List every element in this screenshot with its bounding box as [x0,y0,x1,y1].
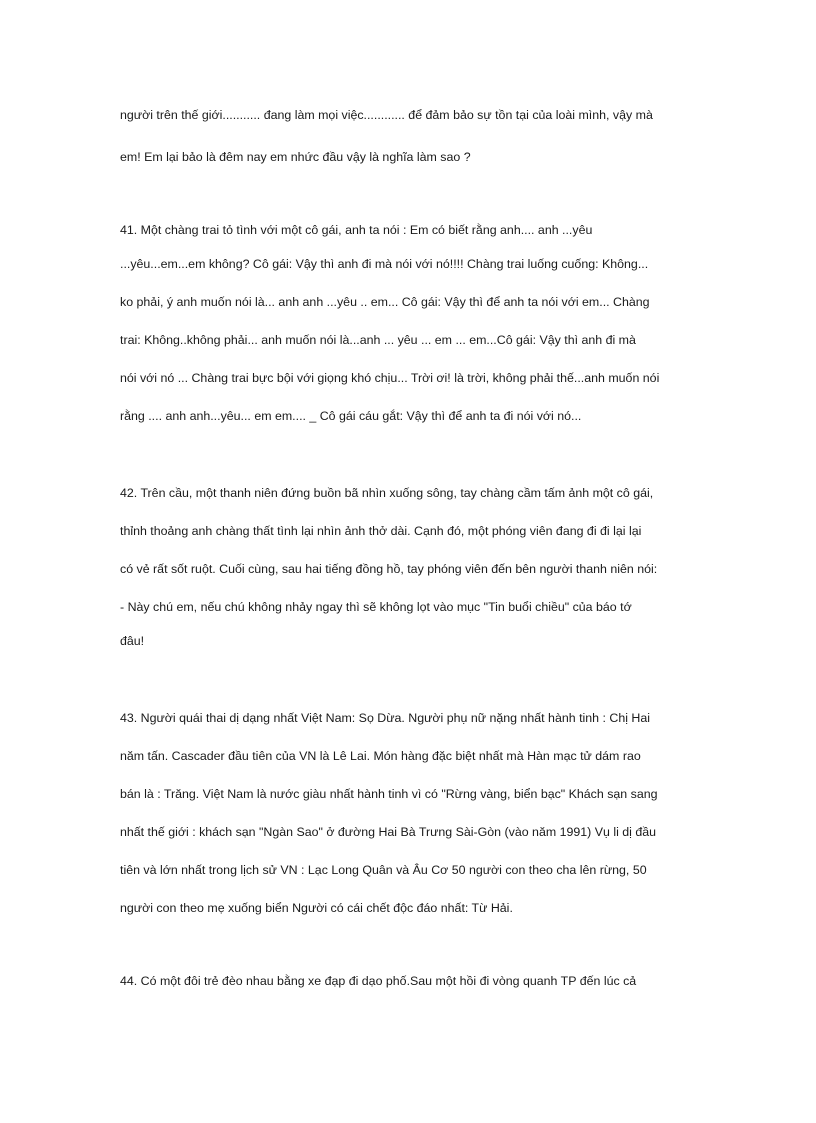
text-line: ...yêu...em...em không? Cô gái: Vậy thì anh đi mà nói với nó!!!! Chàng trai luống cuống: Không... [120,257,649,271]
text-line: 42. Trên cầu, một thanh niên đứng buồn bã nhìn xuống sông, tay chàng cầm tấm ảnh một cô gái, [120,486,654,500]
text-line: 44. Có một đôi trẻ đèo nhau bằng xe đạp đi dạo phố.Sau một hồi đi vòng quanh TP đến lúc cả [120,974,637,988]
text-line: rằng .... anh anh...yêu... em em.... _ Cô gái cáu gắt: Vậy thì để anh ta đi nói với nó... [120,409,582,423]
text-line: ko phải, ý anh muốn nói là... anh anh ...yêu .. em... Cô gái: Vậy thì để anh ta nói với em... Chàng [120,295,650,309]
text-line: tiên và lớn nhất trong lịch sử VN : Lạc Long Quân và Âu Cơ 50 người con theo cha lên rừng, 50 [120,863,647,877]
text-line: trai: Không..không phải... anh muốn nói là...anh ... yêu ... em ... em...Cô gái: Vậy thì anh đi mà [120,333,636,347]
text-line: 43. Người quái thai dị dạng nhất Việt Nam: Sọ Dừa. Người phụ nữ nặng nhất hành tinh : Chị Hai [120,711,650,725]
text-line: nói với nó ... Chàng trai bực bội với giọng khó chịu... Trời ơi! là trời, không phải thế...anh muốn nói [120,371,660,385]
text-line: em! Em lại bảo là đêm nay em nhức đầu vậy là nghĩa làm sao ? [120,150,471,164]
text-line: - Này chú em, nếu chú không nhảy ngay thì sẽ không lọt vào mục "Tin buổi chiều" của báo tớ [120,600,632,614]
text-line: thỉnh thoảng anh chàng thất tình lại nhìn ảnh thở dài. Cạnh đó, một phóng viên đang đi đi lại lại [120,524,642,538]
text-line: nhất thế giới : khách sạn "Ngàn Sao" ở đường Hai Bà Trưng Sài-Gòn (vào năm 1991) Vụ li dị đầu [120,825,657,839]
text-line: năm tấn. Cascader đầu tiên của VN là Lê Lai. Món hàng đặc biệt nhất mà Hàn mạc tử dám rao [120,749,641,763]
text-line: 41. Một chàng trai tỏ tình với một cô gái, anh ta nói : Em có biết rằng anh.... anh ...yêu [120,223,593,237]
text-line: có vẻ rất sốt ruột. Cuối cùng, sau hai tiếng đồng hồ, tay phóng viên đến bên người thanh niên nói: [120,562,658,576]
text-line: người con theo mẹ xuống biển Người có cái chết độc đáo nhất: Từ Hải. [120,901,513,915]
text-line: bán là : Trăng. Việt Nam là nước giàu nhất hành tinh vì có "Rừng vàng, biển bạc" Khách sạn sang [120,787,658,801]
text-line: đâu! [120,634,145,648]
text-line: người trên thế giới........... đang làm mọi việc............ để đảm bảo sự tồn tại của loài mình, vậy mà [120,108,653,122]
